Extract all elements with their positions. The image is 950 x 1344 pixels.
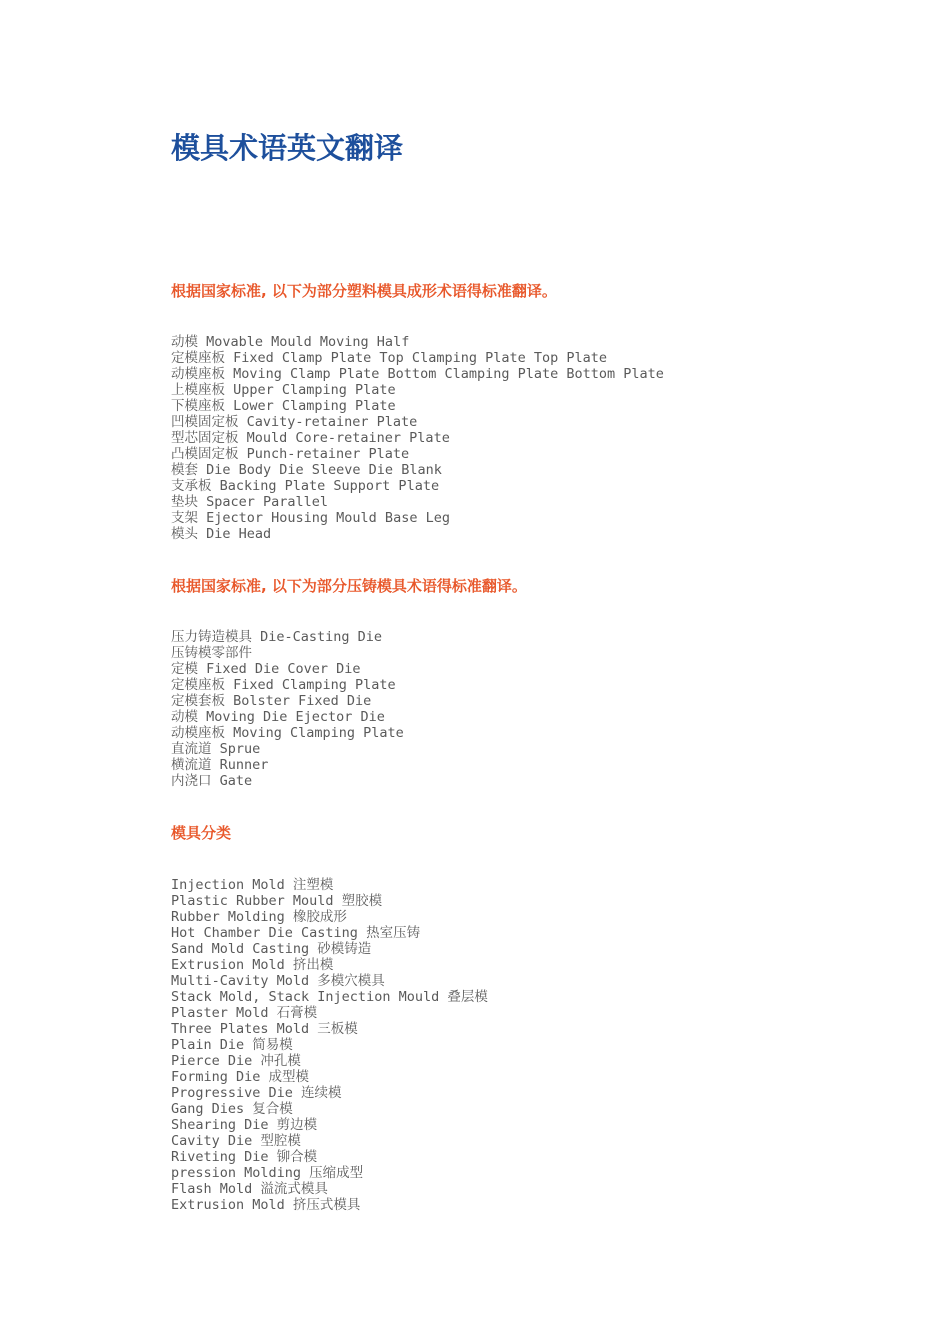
term-line: 压铸模零部件 [171, 645, 252, 661]
term-line: Plain Die 简易模 [171, 1037, 293, 1053]
term-line: Plastic Rubber Mould 塑胶模 [171, 893, 383, 909]
term-line: 横流道 Runner [171, 757, 269, 773]
term-line: 定模 Fixed Die Cover Die [171, 661, 361, 677]
term-line: 定模座板 Fixed Clamping Plate [171, 677, 396, 693]
term-line: 支承板 Backing Plate Support Plate [171, 478, 440, 494]
term-line: Three Plates Mold 三板模 [171, 1021, 358, 1037]
term-line: Cavity Die 型腔模 [171, 1133, 301, 1149]
term-line: 凸模固定板 Punch-retainer Plate [171, 446, 410, 462]
section-heading-die-casting: 根据国家标准, 以下为部分压铸模具术语得标准翻译。 [171, 577, 527, 595]
term-line: 压力铸造模具 Die-Casting Die [171, 629, 383, 645]
page-title: 模具术语英文翻译 [171, 131, 404, 165]
term-line: Hot Chamber Die Casting 热室压铸 [171, 925, 421, 941]
term-line: 模套 Die Body Die Sleeve Die Blank [171, 462, 442, 478]
term-line: Injection Mold 注塑模 [171, 877, 334, 893]
term-line: Multi-Cavity Mold 多模穴模具 [171, 973, 385, 989]
term-line: 凹模固定板 Cavity-retainer Plate [171, 414, 418, 430]
term-line: Rubber Molding 橡胶成形 [171, 909, 347, 925]
term-line: Gang Dies 复合模 [171, 1101, 293, 1117]
term-line: 动模 Movable Mould Moving Half [171, 334, 410, 350]
term-line: 直流道 Sprue [171, 741, 261, 757]
term-line: 垫块 Spacer Parallel [171, 494, 329, 510]
term-line: Forming Die 成型模 [171, 1069, 310, 1085]
plastic-mould-term-list [171, 334, 664, 542]
term-line: Flash Mold 溢流式模具 [171, 1181, 328, 1197]
term-line: 动模 Moving Die Ejector Die [171, 709, 385, 725]
term-line: 动模座板 Moving Clamp Plate Bottom Clamping Plate Bottom Plate [171, 366, 664, 382]
term-line: 定模套板 Bolster Fixed Die [171, 693, 372, 709]
term-line: 上模座板 Upper Clamping Plate [171, 382, 396, 398]
term-line: pression Molding 压缩成型 [171, 1165, 364, 1181]
term-line: Sand Mold Casting 砂模铸造 [171, 941, 372, 957]
term-line: 模头 Die Head [171, 526, 272, 542]
term-line: Plaster Mold 石膏模 [171, 1005, 318, 1021]
term-line: 支架 Ejector Housing Mould Base Leg [171, 510, 450, 526]
term-line: Shearing Die 剪边模 [171, 1117, 318, 1133]
term-line: Stack Mold, Stack Injection Mould 叠层模 [171, 989, 488, 1005]
die-casting-term-list [171, 629, 404, 789]
term-line: Extrusion Mold 挤压式模具 [171, 1197, 361, 1213]
term-line: 定模座板 Fixed Clamp Plate Top Clamping Plate Top Plate [171, 350, 608, 366]
term-line: 型芯固定板 Mould Core-retainer Plate [171, 430, 450, 446]
term-line: Pierce Die 冲孔模 [171, 1053, 301, 1069]
section-heading-plastic: 根据国家标准, 以下为部分塑料模具成形术语得标准翻译。 [171, 282, 557, 300]
term-line: 内浇口 Gate [171, 773, 253, 789]
term-line: 动模座板 Moving Clamping Plate [171, 725, 404, 741]
term-line: Extrusion Mold 挤出模 [171, 957, 334, 973]
term-line: Riveting Die 铆合模 [171, 1149, 318, 1165]
term-line: Progressive Die 连续模 [171, 1085, 342, 1101]
mould-classification-list [171, 877, 488, 1213]
term-line: 下模座板 Lower Clamping Plate [171, 398, 396, 414]
section-heading-mould-classification: 模具分类 [171, 824, 232, 842]
